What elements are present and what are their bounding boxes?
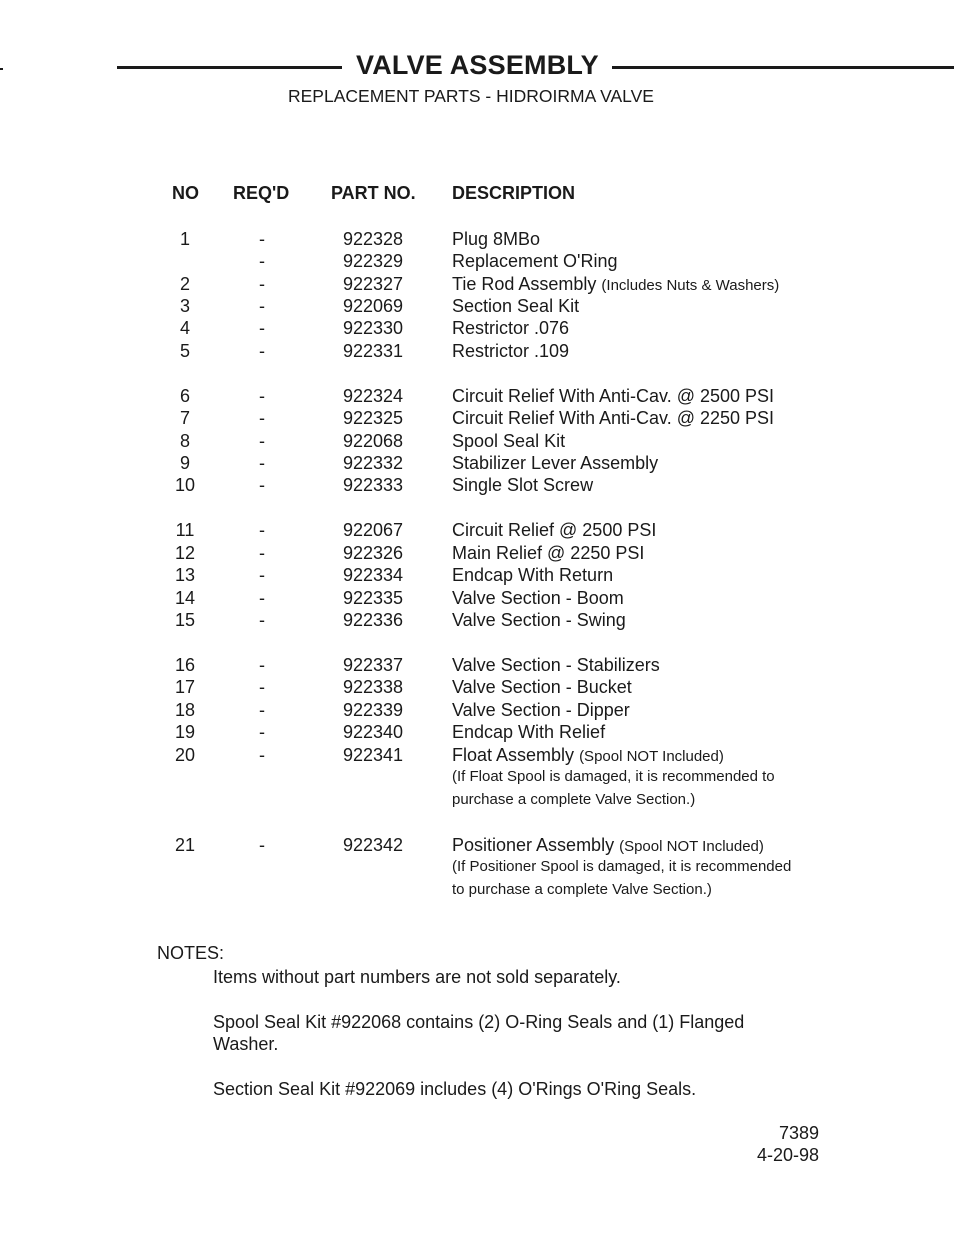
row-part-number: 922337 (343, 655, 404, 675)
row-reqd: - (259, 475, 265, 495)
row-part-number: 922324 (343, 386, 404, 406)
row-part-number: 922336 (343, 610, 404, 630)
row-number: 7 (179, 408, 190, 428)
row-description (452, 317, 569, 339)
row-description-text: Valve Section - Boom (452, 588, 624, 608)
row-description (452, 609, 626, 631)
row-part-number: 922067 (343, 520, 404, 540)
row-description (452, 834, 764, 858)
doc-date: 4-20-98 (756, 1145, 819, 1165)
row-part-number: 922328 (343, 229, 404, 249)
row-description (452, 587, 624, 609)
row-description (452, 228, 540, 250)
column-header-part-no: PART NO. (331, 183, 416, 203)
row-description-text: Endcap With Relief (452, 722, 606, 742)
row-part-number: 922335 (343, 588, 404, 608)
row-description (452, 385, 774, 407)
row-number: 18 (174, 700, 196, 720)
row-description-text: Float Assembly (452, 745, 575, 765)
row-description-text: Main Relief @ 2250 PSI (452, 543, 645, 563)
row-description (452, 340, 569, 362)
row-part-number: 922339 (343, 700, 404, 720)
row-number: 8 (179, 431, 190, 451)
row-number: 4 (179, 318, 190, 338)
row-number: 10 (174, 475, 196, 495)
row-reqd: - (259, 408, 265, 428)
row-description-text: Single Slot Screw (452, 475, 594, 495)
row-number: 3 (179, 296, 190, 316)
row-number: 16 (174, 655, 196, 675)
row-description-text: Endcap With Return (452, 565, 614, 585)
row-description (452, 542, 644, 564)
row-reqd: - (259, 431, 265, 451)
row-reqd: - (259, 341, 265, 361)
row-21-note-line: to purchase a complete Valve Section.) (452, 881, 712, 898)
row-number: 19 (174, 722, 196, 742)
row-description (452, 273, 779, 297)
row-description-text: Positioner Assembly (452, 835, 615, 855)
row-description (452, 452, 658, 474)
row-description-note: (Spool NOT Included) (619, 838, 764, 855)
row-reqd: - (259, 565, 265, 585)
row-description (452, 699, 630, 721)
row-part-number: 922338 (343, 677, 404, 697)
row-reqd: - (259, 655, 265, 675)
row-description (452, 744, 724, 768)
row-reqd: - (259, 520, 265, 540)
row-description (452, 564, 613, 586)
row-description (452, 295, 579, 317)
row-description-text: Stabilizer Lever Assembly (452, 453, 659, 473)
row-description (452, 519, 656, 541)
row-description-text: Section Seal Kit (452, 296, 580, 316)
row-description-text: Valve Section - Bucket (452, 677, 632, 697)
row-part-number: 922327 (343, 274, 404, 294)
edge-mark (0, 68, 3, 70)
column-header-reqd: REQ'D (233, 183, 290, 203)
row-number: 9 (179, 453, 190, 473)
row-description-text: Circuit Relief With Anti-Cav. @ 2250 PSI (452, 408, 775, 428)
column-header-no: NO (172, 183, 199, 203)
row-21-note-line: (If Positioner Spool is damaged, it is recommended (452, 858, 792, 875)
row-reqd: - (259, 386, 265, 406)
row-20-note-line: purchase a complete Valve Section.) (452, 791, 696, 808)
row-20-note-line: (If Float Spool is damaged, it is recommended to (452, 768, 775, 785)
row-number: 6 (179, 386, 190, 406)
row-part-number: 922069 (343, 296, 404, 316)
note-item: Spool Seal Kit #922068 contains (2) O-Ring Seals and (1) Flanged (213, 1012, 745, 1032)
row-description-text: Replacement O'Ring (452, 251, 618, 271)
row-description-text: Valve Section - Swing (452, 610, 626, 630)
page-subtitle: REPLACEMENT PARTS - HIDROIRMA VALVE (288, 86, 654, 106)
row-number: 2 (179, 274, 190, 294)
row-number: 14 (174, 588, 196, 608)
column-header-description: DESCRIPTION (452, 183, 576, 203)
row-description (452, 430, 565, 452)
row-number: 17 (174, 677, 196, 697)
row-part-number: 922330 (343, 318, 404, 338)
row-description-text: Valve Section - Stabilizers (452, 655, 660, 675)
row-description (452, 676, 632, 698)
row-part-number: 922341 (343, 745, 404, 765)
row-reqd: - (259, 318, 265, 338)
notes-title: NOTES: (157, 943, 225, 963)
row-description (452, 474, 593, 496)
row-reqd: - (259, 588, 265, 608)
doc-number: 7389 (778, 1123, 819, 1143)
row-reqd: - (259, 453, 265, 473)
note-item: Items without part numbers are not sold separately. (213, 967, 621, 987)
row-part-number: 922325 (343, 408, 404, 428)
page-title: VALVE ASSEMBLY (356, 50, 599, 80)
row-number: 21 (174, 835, 196, 855)
row-reqd: - (259, 677, 265, 697)
row-description-note: (Includes Nuts & Washers) (601, 277, 780, 294)
row-number: 15 (174, 610, 196, 630)
row-number: 20 (174, 745, 196, 765)
row-reqd: - (259, 835, 265, 855)
row-part-number: 922068 (343, 431, 404, 451)
row-description-note: (Spool NOT Included) (579, 748, 724, 765)
row-part-number: 922342 (343, 835, 404, 855)
row-description-text: Circuit Relief @ 2500 PSI (452, 520, 657, 540)
row-number: 13 (174, 565, 196, 585)
row-description-text: Tie Rod Assembly (452, 274, 597, 294)
title-rule-right (612, 66, 954, 69)
row-reqd: - (259, 610, 265, 630)
row-part-number: 922340 (343, 722, 404, 742)
row-description-text: Spool Seal Kit (452, 431, 566, 451)
row-description-text: Restrictor .076 (452, 318, 570, 338)
row-part-number: 922326 (343, 543, 404, 563)
row-reqd: - (259, 543, 265, 563)
row-description-text: Restrictor .109 (452, 341, 570, 361)
row-part-number: 922332 (343, 453, 404, 473)
note-item: Section Seal Kit #922069 includes (4) O'Rings O'Ring Seals. (213, 1079, 697, 1099)
row-reqd: - (259, 274, 265, 294)
row-part-number: 922329 (343, 251, 404, 271)
row-part-number: 922333 (343, 475, 404, 495)
row-number: 1 (179, 229, 190, 249)
row-reqd: - (259, 251, 265, 271)
row-part-number: 922331 (343, 341, 404, 361)
row-reqd: - (259, 296, 265, 316)
row-description-text: Plug 8MBo (452, 229, 541, 249)
row-description (452, 250, 618, 272)
row-part-number: 922334 (343, 565, 404, 585)
row-description (452, 407, 774, 429)
row-reqd: - (259, 700, 265, 720)
row-number: 5 (179, 341, 190, 361)
row-number: 12 (174, 543, 196, 563)
row-number: 11 (175, 520, 195, 540)
row-description (452, 654, 660, 676)
row-description (452, 721, 605, 743)
row-reqd: - (259, 722, 265, 742)
title-rule-left (117, 66, 342, 69)
row-reqd: - (259, 229, 265, 249)
note-item: Washer. (213, 1034, 279, 1054)
row-description-text: Circuit Relief With Anti-Cav. @ 2500 PSI (452, 386, 775, 406)
row-reqd: - (259, 745, 265, 765)
row-description-text: Valve Section - Dipper (452, 700, 630, 720)
